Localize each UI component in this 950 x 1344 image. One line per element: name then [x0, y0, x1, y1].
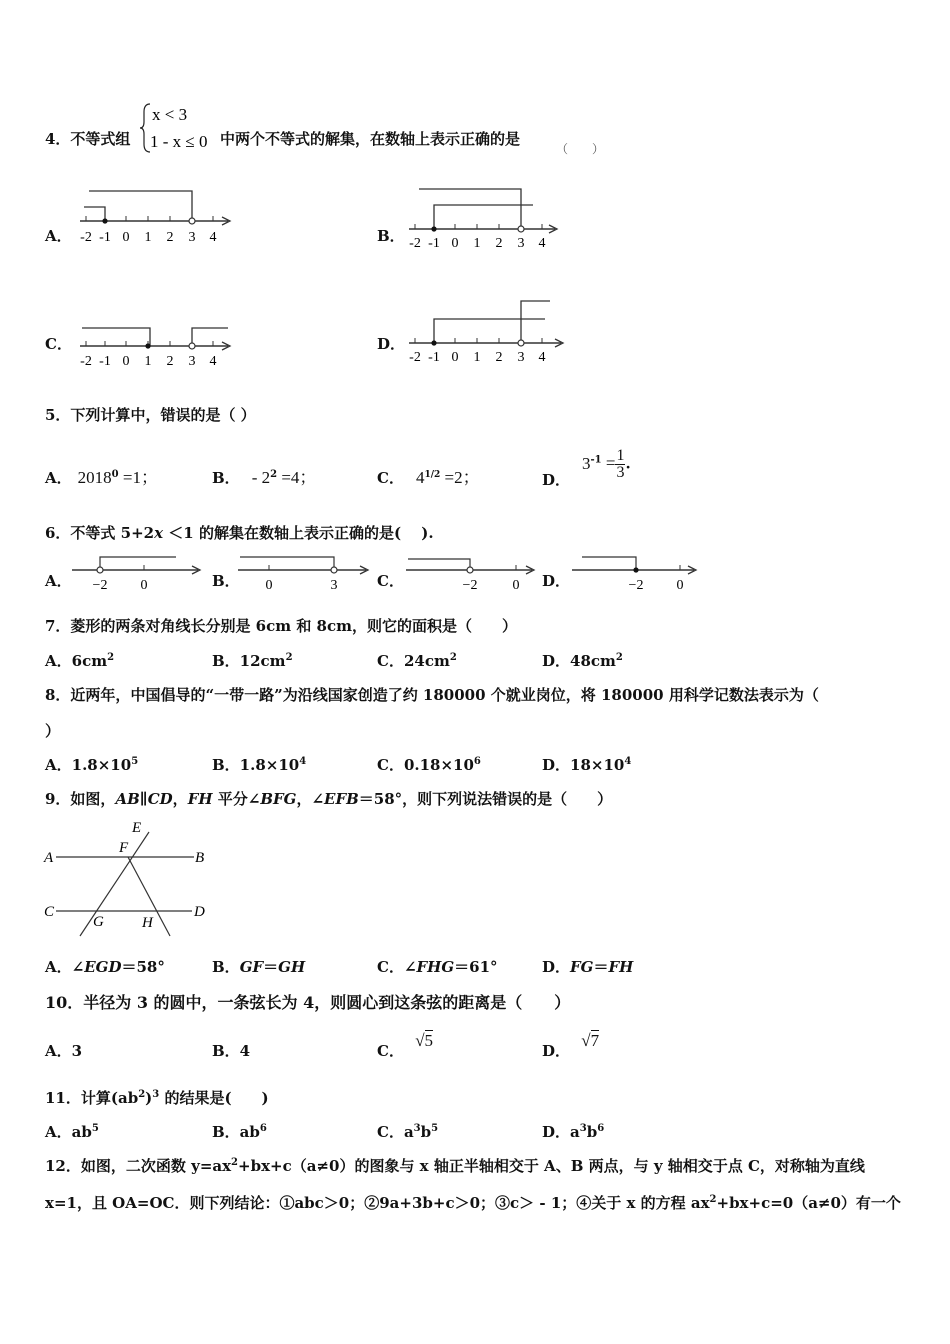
svg-text:4: 4 [209, 230, 217, 245]
q7-option-d: D．$48cm^2$ [542, 652, 623, 670]
q9-stem: 9．如图，AB∥CD，FH 平分∠BFG，∠EFB＝58°，则下列说法错误的是（ ） [45, 790, 613, 808]
svg-text:1: 1 [473, 236, 481, 250]
svg-text:4: 4 [538, 236, 546, 250]
svg-text:B: B [195, 850, 205, 866]
q4-stem-number: 4．不等式组 [45, 130, 131, 148]
q6-option-c-numberline [404, 552, 544, 594]
q4-option-a-label: A． [45, 227, 72, 245]
q8-option-b: B．$1.8\times 10^4$ [212, 756, 307, 774]
svg-text:0: 0 [265, 578, 273, 593]
svg-text:3: 3 [188, 354, 196, 369]
q10-option-d: D． √7 [542, 1031, 600, 1060]
svg-text:0: 0 [676, 578, 684, 593]
q5-option-b: B． - $2^2 =4$； [212, 468, 317, 487]
svg-text:-1: -1 [99, 354, 111, 369]
svg-text:A: A [44, 850, 54, 866]
svg-text:2: 2 [495, 236, 503, 250]
svg-text:−2: −2 [462, 578, 478, 593]
q4-option-c-label: C． [45, 335, 72, 353]
q9-geometry-figure [42, 818, 217, 942]
q4-option-b-numberline [405, 183, 570, 250]
svg-text:0: 0 [512, 578, 520, 593]
svg-text:2: 2 [495, 350, 503, 365]
q10-option-a: A．3 [45, 1042, 83, 1060]
svg-text:-1: -1 [428, 350, 440, 365]
q6-option-a-numberline [70, 552, 210, 594]
q4-option-a-numberline [76, 185, 241, 250]
svg-text:1: 1 [473, 350, 481, 365]
q7-stem: 7．菱形的两条对角线长分别是 6cm 和 8cm，则它的面积是（ ） [45, 617, 517, 635]
q9-option-b: B．GF＝GH [212, 958, 306, 976]
svg-text:-2: -2 [409, 236, 421, 250]
q12-stem-line2: x=1，且 OA=OC．则下列结论：①abc＞0；②9a+3b+c＞0；③c＞ - 1；④关于 x 的方程 $ax^2+bx+c=0(a\ne 0)$有一个 [45, 1194, 901, 1212]
q5-option-c: C． $4^{1/2} =2$； [377, 468, 480, 487]
q12-stem-line1: 12．如图，二次函数 $y=ax^2+bx+c(a\ne 0)$的图象与 x 轴正半轴相交于 A、B 两点，与 y 轴相交于点 C，对称轴为直线 [45, 1157, 865, 1175]
q4-option-b-label: B． [377, 227, 405, 245]
svg-text:E: E [132, 820, 142, 836]
svg-text:1: 1 [144, 230, 152, 245]
svg-text:3: 3 [517, 236, 525, 250]
q6-option-b-numberline [236, 552, 376, 594]
svg-text:0: 0 [140, 578, 148, 593]
q6-stem: 6．不等式 5+2x ＜1 的解集在数轴上表示正确的是( ). [45, 524, 434, 542]
q6-option-d-numberline [570, 552, 710, 594]
q5-stem: 5．下列计算中，错误的是（ ） [45, 406, 256, 424]
svg-text:-2: -2 [409, 350, 421, 365]
q7-option-b: B．$12cm^2$ [212, 652, 293, 670]
svg-text:3: 3 [188, 230, 196, 245]
q9-option-d: D．FG＝FH [542, 958, 634, 976]
q10-option-b: B．4 [212, 1042, 251, 1060]
svg-text:C: C [44, 904, 55, 920]
q5-option-d: D．$3^{-1}$ = $\frac{1}{3}$ . [542, 447, 631, 489]
sqrt-sign: √ [581, 1031, 591, 1050]
svg-text:-1: -1 [428, 236, 440, 250]
svg-text:D: D [194, 904, 205, 920]
svg-text:G: G [93, 914, 104, 930]
q11-stem: 11．计算$(ab^2)^3$ 的结果是( ) [45, 1089, 269, 1107]
q9-option-c: C．∠FHG＝61° [377, 958, 498, 976]
svg-text:0: 0 [451, 350, 459, 365]
svg-text:2: 2 [166, 354, 174, 369]
svg-text:2: 2 [166, 230, 174, 245]
q10-option-c: C． √5 [377, 1031, 434, 1060]
q10-stem: 10．半径为 3 的圆中，一条弦长为 4，则圆心到这条弦的距离是（ ） [45, 993, 571, 1012]
q6-option-d-label: D． [542, 572, 571, 590]
q4-sys-line1: x < 3 [152, 105, 188, 124]
q4-option-d-label: D． [377, 335, 406, 353]
q8-option-c: C．$0.18\times 10^6$ [377, 756, 481, 774]
q6-option-c-label: C． [377, 572, 404, 590]
svg-text:-2: -2 [80, 354, 92, 369]
q6-option-a-label: A． [45, 572, 72, 590]
svg-text:-2: -2 [80, 230, 92, 245]
sqrt-sign: √ [415, 1031, 425, 1050]
q11-option-b: B．$ab^6$ [212, 1123, 267, 1141]
q4-sys-line2: 1 - x ≤ 0 [150, 132, 208, 151]
svg-text:0: 0 [122, 230, 130, 245]
q6-option-b-label: B． [212, 572, 240, 590]
svg-text:0: 0 [122, 354, 130, 369]
svg-text:3: 3 [330, 578, 338, 593]
svg-text:3: 3 [517, 350, 525, 365]
q8-option-a: A．$1.8\times 10^5$ [45, 756, 139, 774]
q4-answer-paren: （ ） [556, 142, 605, 156]
svg-text:4: 4 [209, 354, 217, 369]
q8-stem-line1: 8．近两年，中国倡导的“一带一路”为沿线国家创造了约 180000 个就业岗位，将 180000 用科学记数法表示为（ [45, 686, 819, 704]
svg-text:H: H [142, 915, 153, 931]
q4-inequality-system [138, 100, 218, 156]
q11-option-a: A．$ab^5$ [45, 1123, 99, 1141]
svg-text:4: 4 [538, 350, 546, 365]
q4-option-c-numberline [76, 318, 241, 370]
q5-option-a: A． $2018^0 =1$； [45, 468, 158, 487]
svg-text:0: 0 [451, 236, 459, 250]
svg-text:−2: −2 [92, 578, 108, 593]
q7-option-c: C．$24cm^2$ [377, 652, 457, 670]
q7-option-a: A．$6cm^2$ [45, 652, 115, 670]
q9-option-a: A．∠EGD＝58° [45, 958, 165, 976]
svg-text:1: 1 [144, 354, 152, 369]
q11-option-d: D．$a^3b^6$ [542, 1123, 605, 1141]
q4-stem-tail: 中两个不等式的解集，在数轴上表示正确的是 [220, 130, 521, 148]
svg-text:F: F [119, 840, 129, 856]
svg-text:−2: −2 [628, 578, 644, 593]
svg-text:-1: -1 [99, 230, 111, 245]
q11-option-c: C．$a^3b^5$ [377, 1123, 439, 1141]
q8-option-d: D．$18\times 10^4$ [542, 756, 632, 774]
q4-option-d-numberline [405, 295, 570, 367]
q8-stem-line2: ） [45, 722, 61, 740]
